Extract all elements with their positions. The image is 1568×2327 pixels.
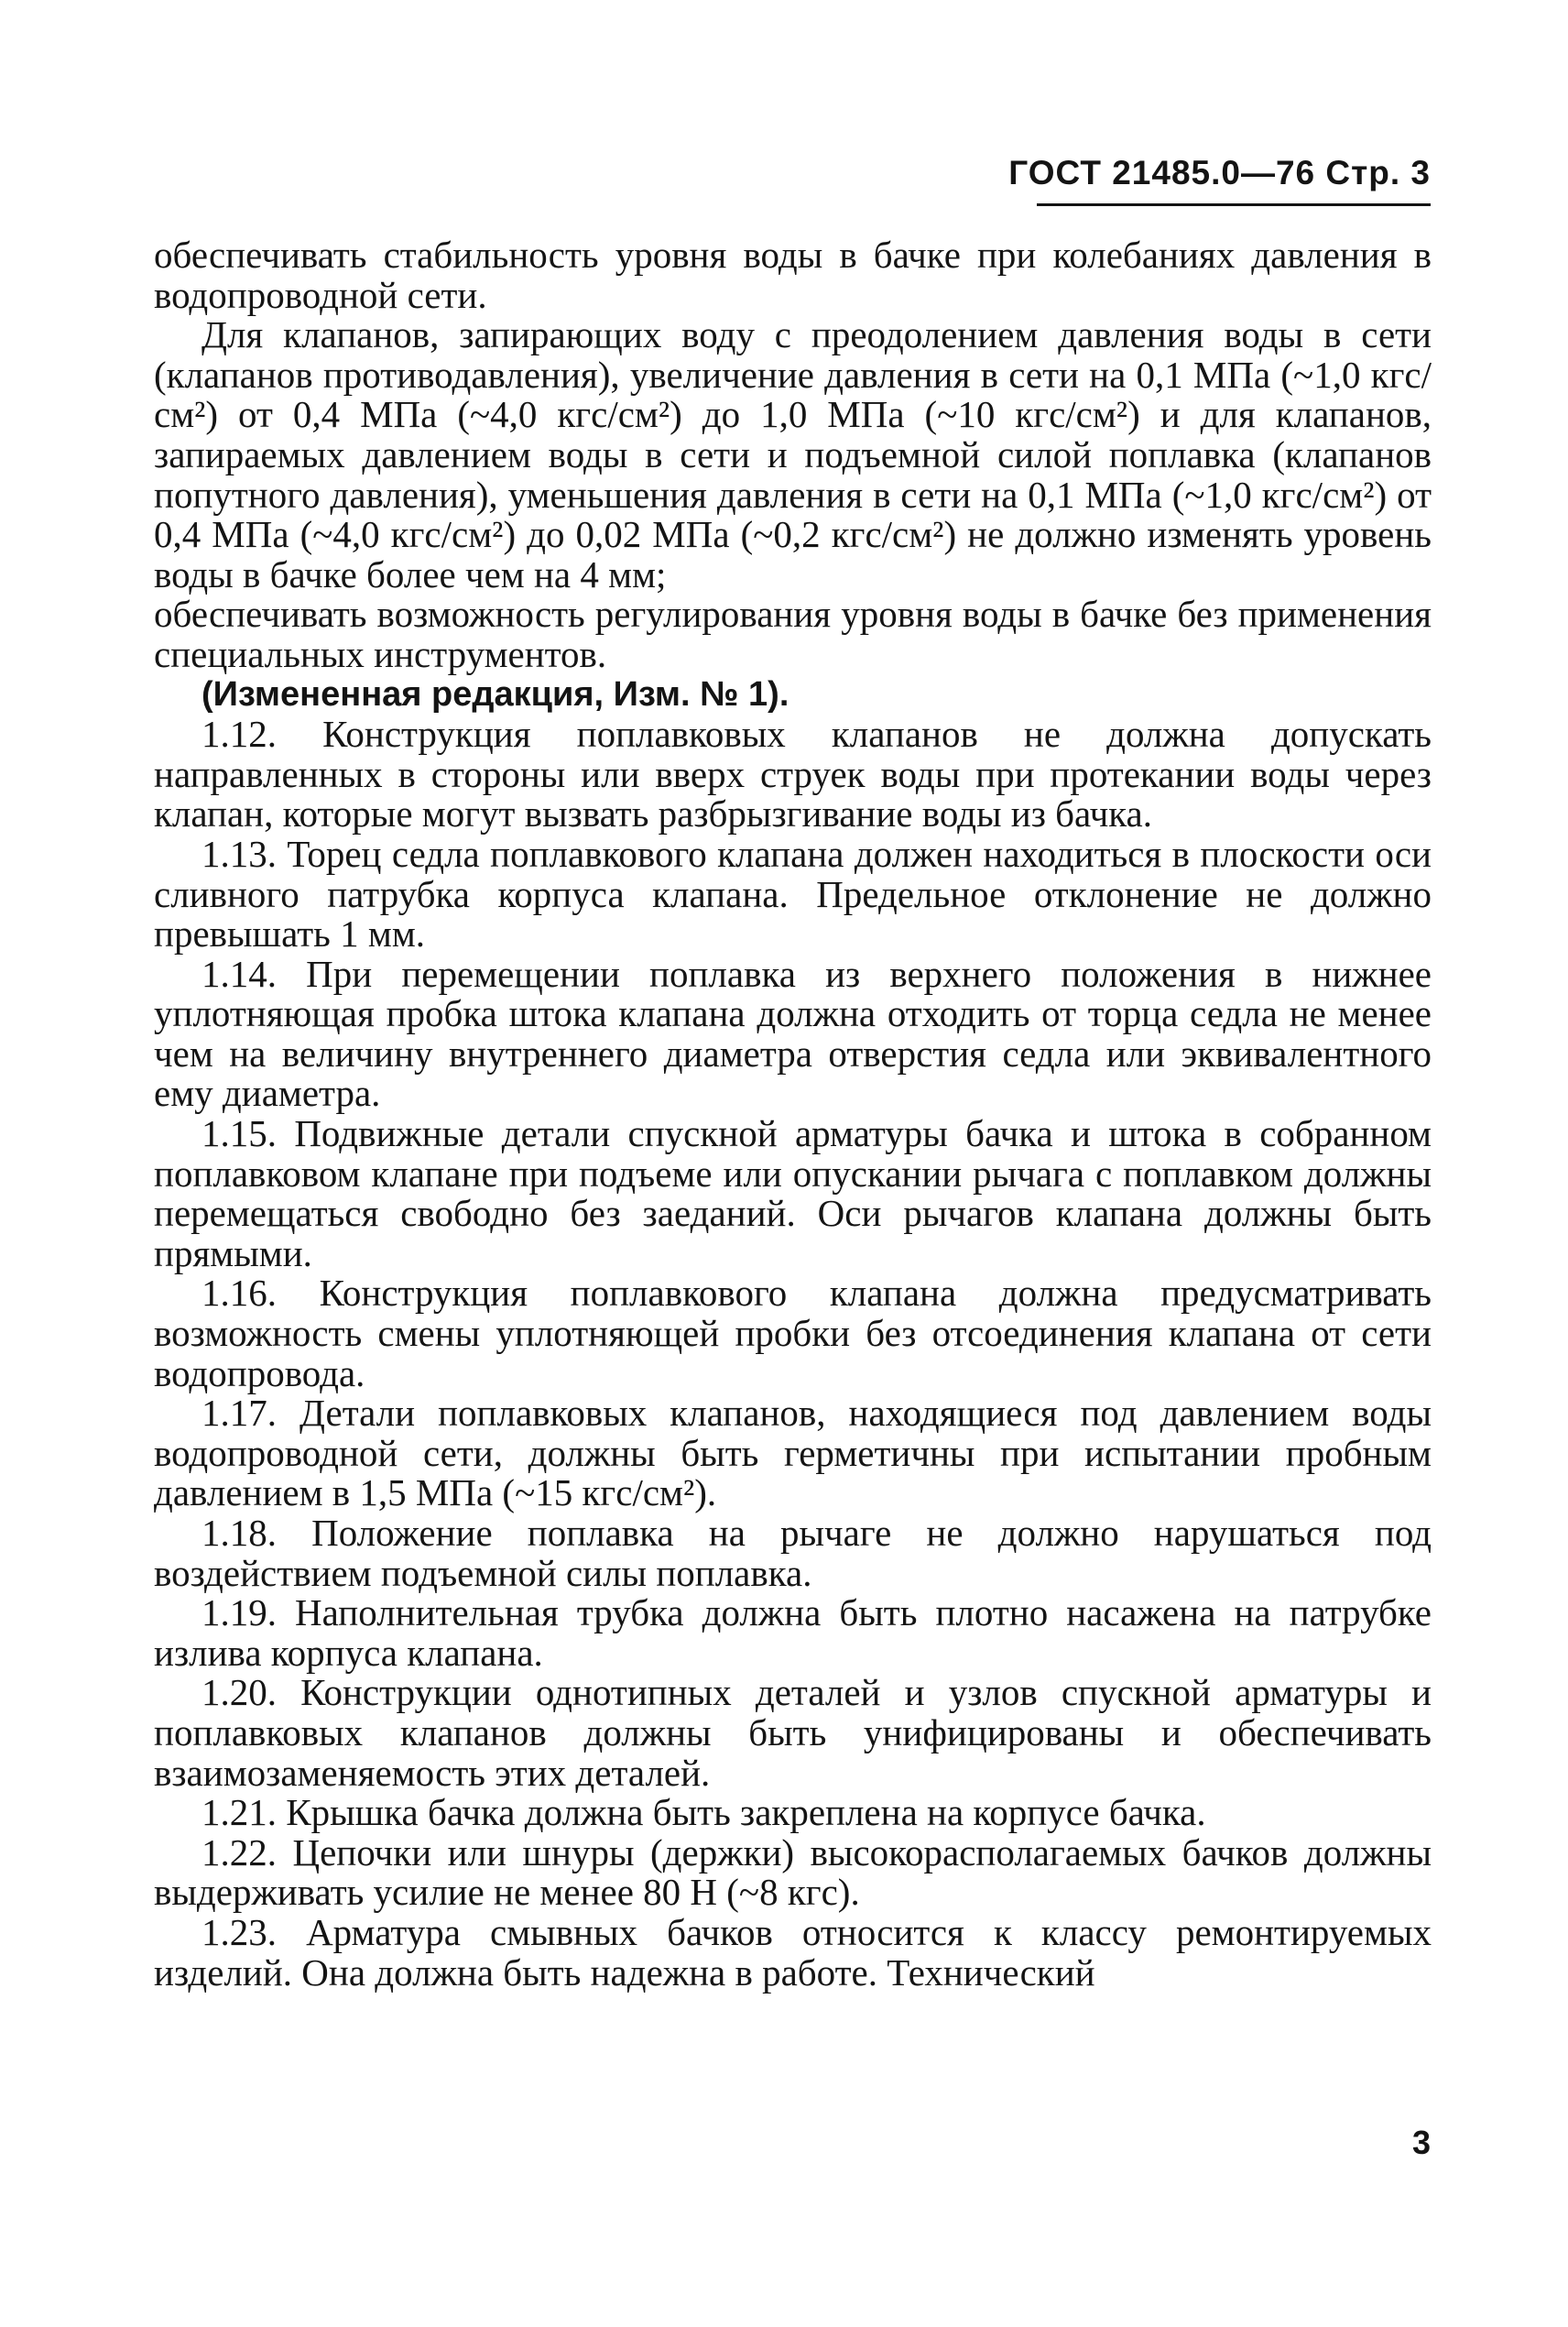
paragraph-continuation-1: обеспечивать стабильность уровня воды в бачке при колебаниях давления в водопроводной сети. [154,234,1432,316]
clause-1-18: 1.18. Положение поплавка на рычаге не должно нарушаться под воздействием подъемной силы поплавка. [154,1512,1432,1594]
clause-1-17: 1.17. Детали поплавковых клапанов, находящиеся под давлением воды водопроводной сети, должны быть герметичны при испытании пробным давлением в 1,5 МПа (~15 кгс/см²). [154,1392,1432,1514]
page-header: ГОСТ 21485.0—76 Стр. 3 [1008,154,1431,191]
body-text [154,235,1432,1993]
paragraph-counter-pressure: Для клапанов, запирающих воду с преодолением давления воды в сети (клапанов противодавления), увеличение давления в сети на 0,1 МПа (~1,0 кгс/см²) от 0,4 МПа (~4,0 кгс/см²) до 1,0 МПа (~10 кгс/см²) и для клапанов, запираемых давлением воды в сети и подъемной силой поплавка (клапанов попутного давления), уменьшения давления в сети на 0,1 МПа (~1,0 кгс/см²) от 0,4 МПа (~4,0 кгс/см²) до 0,02 МПа (~0,2 кгс/см²) не должно изменять уровень воды в бачке более чем на 4 мм; [154,313,1432,595]
clause-1-12: 1.12. Конструкция поплавковых клапанов не должна допускать направленных в стороны или вверх струек воды при протекании воды через клапан, которые могут вызвать разбрызгивание воды из бачка. [154,713,1432,836]
clause-1-22: 1.22. Цепочки или шнуры (держки) высокорасполагаемых бачков должны выдерживать усилие не менее 80 Н (~8 кгс). [154,1830,1432,1914]
amendment-note: (Измененная редакция, Изм. № 1). [201,674,789,714]
paragraph-continuation-2: обеспечивать возможность регулирования уровня воды в бачке без применения специальных инструментов. [154,593,1432,675]
clause-1-13: 1.13. Торец седла поплавкового клапана должен находиться в плоскости оси сливного патрубка корпуса клапана. Предельное отклонение не должно превышать 1 мм. [154,832,1432,956]
clause-1-21: 1.21. Крышка бачка должна быть закреплена на корпусе бачка. [201,1791,1206,1834]
clause-1-15: 1.15. Подвижные детали спускной арматуры бачка и штока в собранном поплавковом клапане при подъеме или опускании рычага с поплавком должны перемещаться свободно без заеданий. Оси рычагов клапана должны быть прямыми. [154,1112,1432,1274]
clause-1-20: 1.20. Конструкции однотипных деталей и узлов спускной арматуры и поплавковых клапанов должны быть унифицированы и обеспечивать взаимозаменяемость этих деталей. [154,1671,1432,1794]
clause-1-23: 1.23. Арматура смывных бачков относится к классу ремонтируемых изделий. Она должна быть надежна в работе. Технический [154,1910,1432,1994]
page-number: 3 [1411,2124,1431,2161]
clause-1-16: 1.16. Конструкция поплавкового клапана должна предусматривать возможность смены уплотняющей пробки без отсоединения клапана от сети водопровода. [154,1272,1432,1394]
header-rule [1037,203,1431,206]
clause-1-19: 1.19. Наполнительная трубка должна быть плотно насажена на патрубке излива корпуса клапана. [154,1591,1432,1674]
clause-1-14: 1.14. При перемещении поплавка из верхнего положения в нижнее уплотняющая пробка штока клапана должна отходить от торца седла не менее чем на величину внутреннего диаметра отверстия седла или эквивалентного ему диаметра. [154,952,1432,1115]
